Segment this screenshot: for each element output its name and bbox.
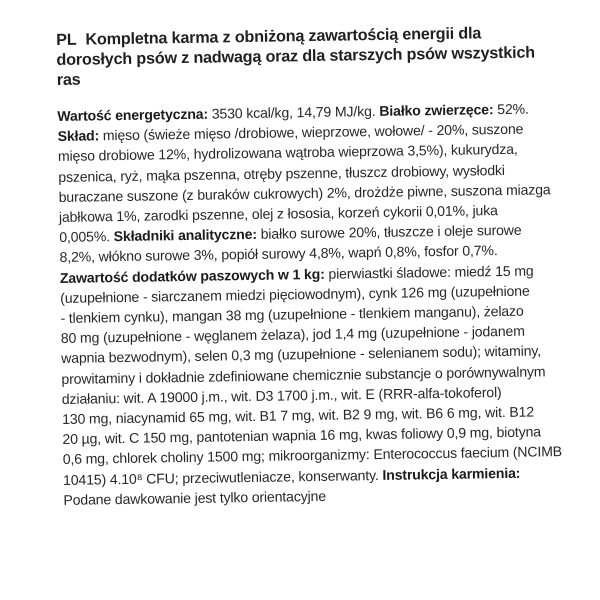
- protein-value: 52%.: [497, 100, 529, 118]
- additives-line-5: wapnia bezwodnym), selen 0,3 mg (uzupełnione - selenianem sodu); witaminy,: [61, 342, 542, 367]
- heading-line-2: dorosłych psów z nadwagą oraz dla starszych psów wszystkich: [56, 43, 536, 69]
- additives-line-7: działaniu: wit. A 19000 j.m., wit. D3 1700 j.m., wit. E (RRR-alfa-tokoferol): [61, 383, 502, 407]
- product-heading: [56, 22, 557, 90]
- additives-line-6: prowitaminy i dokładnie zdefiniowane chemicznie substancje o porównywalnym: [61, 362, 546, 387]
- heading-line-1: PL Kompletna karma z obniżoną zawartością energii dla: [56, 24, 482, 49]
- composition-line-5: jabłkowa 1%, zarodki pszenne, olej z łososia, korzeń cykorii 0,01%, juka: [58, 202, 498, 225]
- product-label: [56, 22, 563, 510]
- composition-line-1: Skład: mięso (świeże mięso /drobiowe, wieprzowe, wołowe/ - 20%, suszone: [57, 120, 524, 145]
- additives-line-4: 80 mg (uzupełnione - węglanem żelaza), jod 1,4 mg (uzupełnione - jodanem: [60, 322, 525, 347]
- additives-end: 10415) 4.10⁸ CFU; przeciwutleniacze, konserwanty.: [62, 466, 379, 488]
- additives-line-1: Zawartość dodatków paszowych w 1 kg: pierwiastki śladowe: miedź 15 mg: [59, 262, 534, 286]
- feeding-instructions: Podane dawkowanie jest tylko orientacyjne: [63, 487, 327, 508]
- additives-line-8: 130 mg, niacynamid 65 mg, wit. B1 7 mg, wit. B2 9 mg, wit. B6 6 mg, wit. B12: [61, 403, 535, 427]
- energy-label: Wartość energetyczna:: [57, 105, 209, 124]
- composition-label: Skład:: [57, 127, 100, 145]
- analytical-line-2: 8,2%, włókno surowe 3%, popiół surowy 4,8%, wapń 0,8%, fosfor 0,7%.: [59, 242, 498, 266]
- additives-line-2: (uzupełnione - siarczanem miedzi pięciowodnym), cynk 126 mg (uzupełnione: [60, 282, 530, 306]
- feeding-label: Instrukcja karmienia:: [382, 464, 521, 483]
- additives-label: Zawartość dodatków paszowych w 1 kg:: [59, 265, 325, 286]
- energy-value: 3530 kcal/kg, 14,79 MJ/kg.: [211, 102, 376, 122]
- composition-line-2: mięso drobiowe 12%, hydrolizowana wątroba wieprzowa 3,5%), kukurydza,: [57, 141, 518, 165]
- additives-line-10: 0,6 mg, chlorek choliny 1500 mg; mikroorganizmy: Enterococcus faecium (NCIMB: [62, 443, 563, 468]
- heading-line-3: ras: [56, 70, 81, 89]
- composition-end: 0,005%.: [59, 228, 111, 246]
- product-description: [57, 98, 563, 510]
- language-code: PL: [56, 30, 77, 49]
- analytical-label: Składniki analityczne:: [113, 226, 257, 245]
- additives-line-9: 20 µg, wit. C 150 mg, pantotenian wapnia 16 mg, kwas foliowy 0,9 mg, biotyna: [62, 423, 542, 448]
- composition-line-3: pszenica, ryż, mąka pszenna, otręby pszenne, tłuszcz drobiowy, wysłodki: [58, 161, 505, 185]
- additives-line-3: - tlenkiem cynku), mangan 38 mg (uzupełnione - tlenkiem manganu), żelazo: [60, 302, 524, 326]
- protein-label: Białko zwierzęce:: [379, 101, 494, 119]
- analytical-line-1: 0,005%. Składniki analityczne: białko surowe 20%, tłuszcze i oleje surowe: [59, 221, 522, 246]
- composition-line-4: buraczane suszone (z buraków cukrowych) 2%, drożdże piwne, suszona miazga: [58, 181, 551, 205]
